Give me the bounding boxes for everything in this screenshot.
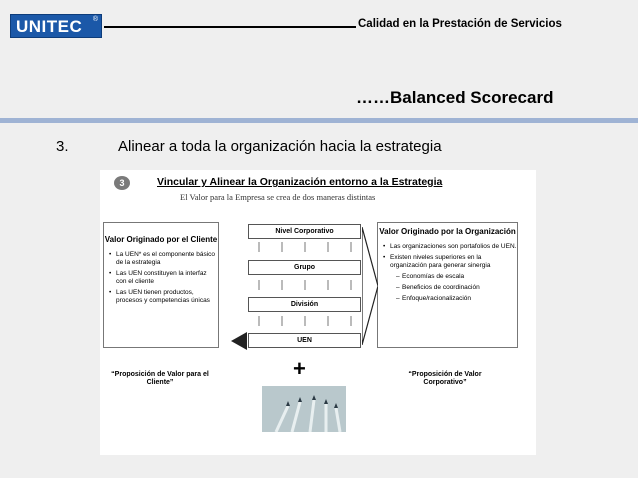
list-item: • Las organizaciones son portafolios de UEN. <box>383 243 517 251</box>
level-uen: UEN <box>248 333 361 348</box>
accent-bar <box>0 118 638 123</box>
list-item: • Las UEN tienen productos, procesos y competencias únicas <box>109 289 218 305</box>
logo-registered-mark: ® <box>92 16 98 23</box>
list-item: – Enfoque/racionalización <box>396 295 517 303</box>
point-number: 3. <box>56 138 69 155</box>
level-division: División <box>248 297 361 312</box>
hierarchy-connectors <box>258 242 352 252</box>
list-item: – Beneficios de coordinación <box>396 284 517 292</box>
header-title: Calidad en la Prestación de Servicios <box>358 18 562 30</box>
hierarchy-connectors <box>258 316 352 326</box>
plus-sign: + <box>293 356 306 381</box>
level-corporate: Nivel Corporativo <box>248 224 361 239</box>
slide-subtitle: ……Balanced Scorecard <box>356 88 554 107</box>
step-number-badge: 3 <box>114 176 130 190</box>
point-text: Alinear a toda la organización hacia la estrategia <box>118 138 442 155</box>
synergy-sub-list <box>378 273 517 303</box>
list-item: – Economías de escala <box>396 273 517 281</box>
diagram-subtitle: El Valor para la Empresa se crea de dos maneras distintas <box>180 192 376 202</box>
customer-value-box <box>103 222 219 348</box>
organization-value-box <box>377 222 518 348</box>
header-divider <box>104 26 356 28</box>
unitec-logo <box>10 14 102 38</box>
list-item: • Existen niveles superiores en la organización para generar sinergia <box>383 254 517 270</box>
diagram-panel <box>100 170 536 455</box>
organization-value-list <box>378 243 517 270</box>
list-item: • La UEN* es el componente básico de la estrategia <box>109 251 218 267</box>
arrow-right-icon <box>362 227 378 345</box>
arrow-left-icon <box>231 332 247 350</box>
list-item: • Las UEN constituyen la interfaz con el cliente <box>109 270 218 286</box>
jet-formation-image <box>262 386 346 432</box>
organization-value-title: Valor Originado por la Organización <box>379 227 516 236</box>
hierarchy-connectors <box>258 280 352 290</box>
customer-value-list <box>104 251 218 305</box>
level-group: Grupo <box>248 260 361 275</box>
logo-text: UNITEC <box>16 17 83 36</box>
corporate-value-quote: “Proposición de Valor Corporativo” <box>408 371 482 386</box>
customer-value-quote: “Proposición de Valor para el Cliente” <box>111 371 209 386</box>
customer-value-title: Valor Originado por el Cliente <box>104 235 218 244</box>
diagram-title: Vincular y Alinear la Organización entorno a la Estrategia <box>157 176 443 188</box>
